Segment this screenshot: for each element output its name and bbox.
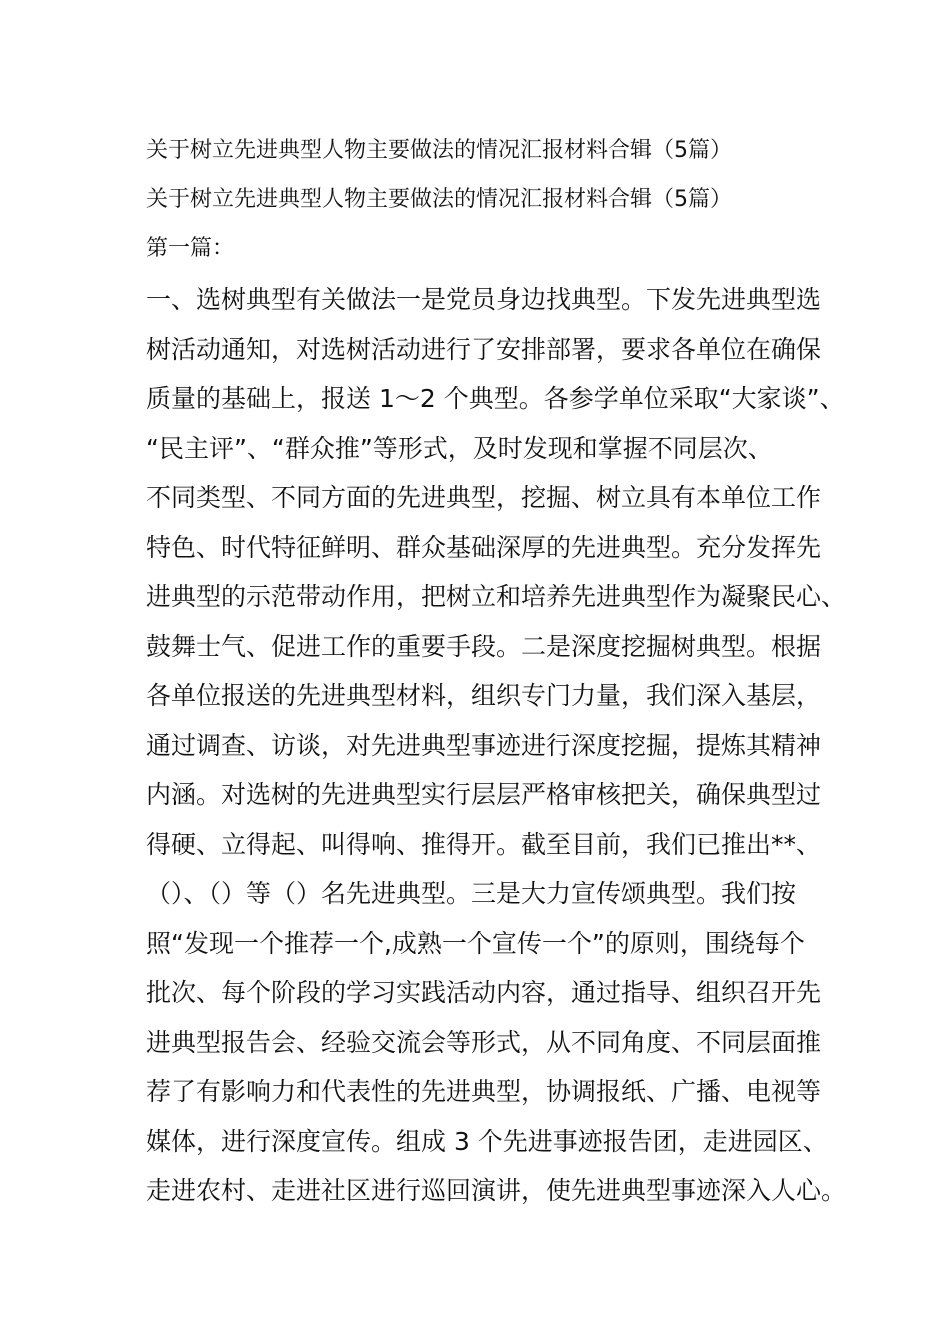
document-subtitle: 关于树立先进典型人物主要做法的情况汇报材料合辑（5篇） bbox=[146, 187, 732, 212]
body-line: 进典型报告会、经验交流会等形式，从不同角度、不同层面推 bbox=[146, 1028, 822, 1057]
document-title: 关于树立先进典型人物主要做法的情况汇报材料合辑（5篇） bbox=[146, 138, 732, 163]
body-line: 质量的基础上，报送 1～2 个典型。各参学单位采取“大家谈”、 bbox=[146, 384, 845, 413]
body-line: 内涵。对选树的先进典型实行层层严格审核把关，确保典型过 bbox=[146, 780, 822, 809]
body-line: “民主评”、“群众推”等形式，及时发现和掌握不同层次、 bbox=[146, 434, 773, 463]
body-line: 照“发现一个推荐一个,成熟一个宣传一个”的原则，围绕每个 bbox=[146, 929, 805, 958]
body-line: 不同类型、不同方面的先进典型，挖掘、树立具有本单位工作 bbox=[146, 483, 822, 512]
body-line: 批次、每个阶段的学习实践活动内容，通过指导、组织召开先 bbox=[146, 978, 822, 1007]
body-line: 得硬、立得起、叫得响、推得开。截至目前，我们已推出**、 bbox=[146, 830, 822, 859]
body-line: 树活动通知，对选树活动进行了安排部署，要求各单位在确保 bbox=[146, 335, 822, 364]
body-line: 走进农村、走进社区进行巡回演讲，使先进典型事迹深入人心。 bbox=[146, 1176, 847, 1205]
body-line: 一、选树典型有关做法一是党员身边找典型。下发先进典型选 bbox=[146, 285, 822, 314]
body-line: 媒体，进行深度宣传。组成 3 个先进事迹报告团，走进园区、 bbox=[146, 1127, 828, 1156]
body-line: 通过调查、访谈，对先进典型事迹进行深度挖掘，提炼其精神 bbox=[146, 731, 822, 760]
body-line: 进典型的示范带动作用，把树立和培养先进典型作为凝聚民心、 bbox=[146, 582, 847, 611]
body-line: （）、（）等（）名先进典型。三是大力宣传颂典型。我们按 bbox=[146, 879, 797, 908]
body-line: 特色、时代特征鲜明、群众基础深厚的先进典型。充分发挥先 bbox=[146, 533, 822, 562]
body-line: 各单位报送的先进典型材料，组织专门力量，我们深入基层， bbox=[146, 681, 822, 710]
body-line: 鼓舞士气、促进工作的重要手段。二是深度挖掘树典型。根据 bbox=[146, 632, 822, 661]
section-heading: 第一篇： bbox=[146, 236, 235, 261]
body-line: 荐了有影响力和代表性的先进典型，协调报纸、广播、电视等 bbox=[146, 1077, 822, 1106]
